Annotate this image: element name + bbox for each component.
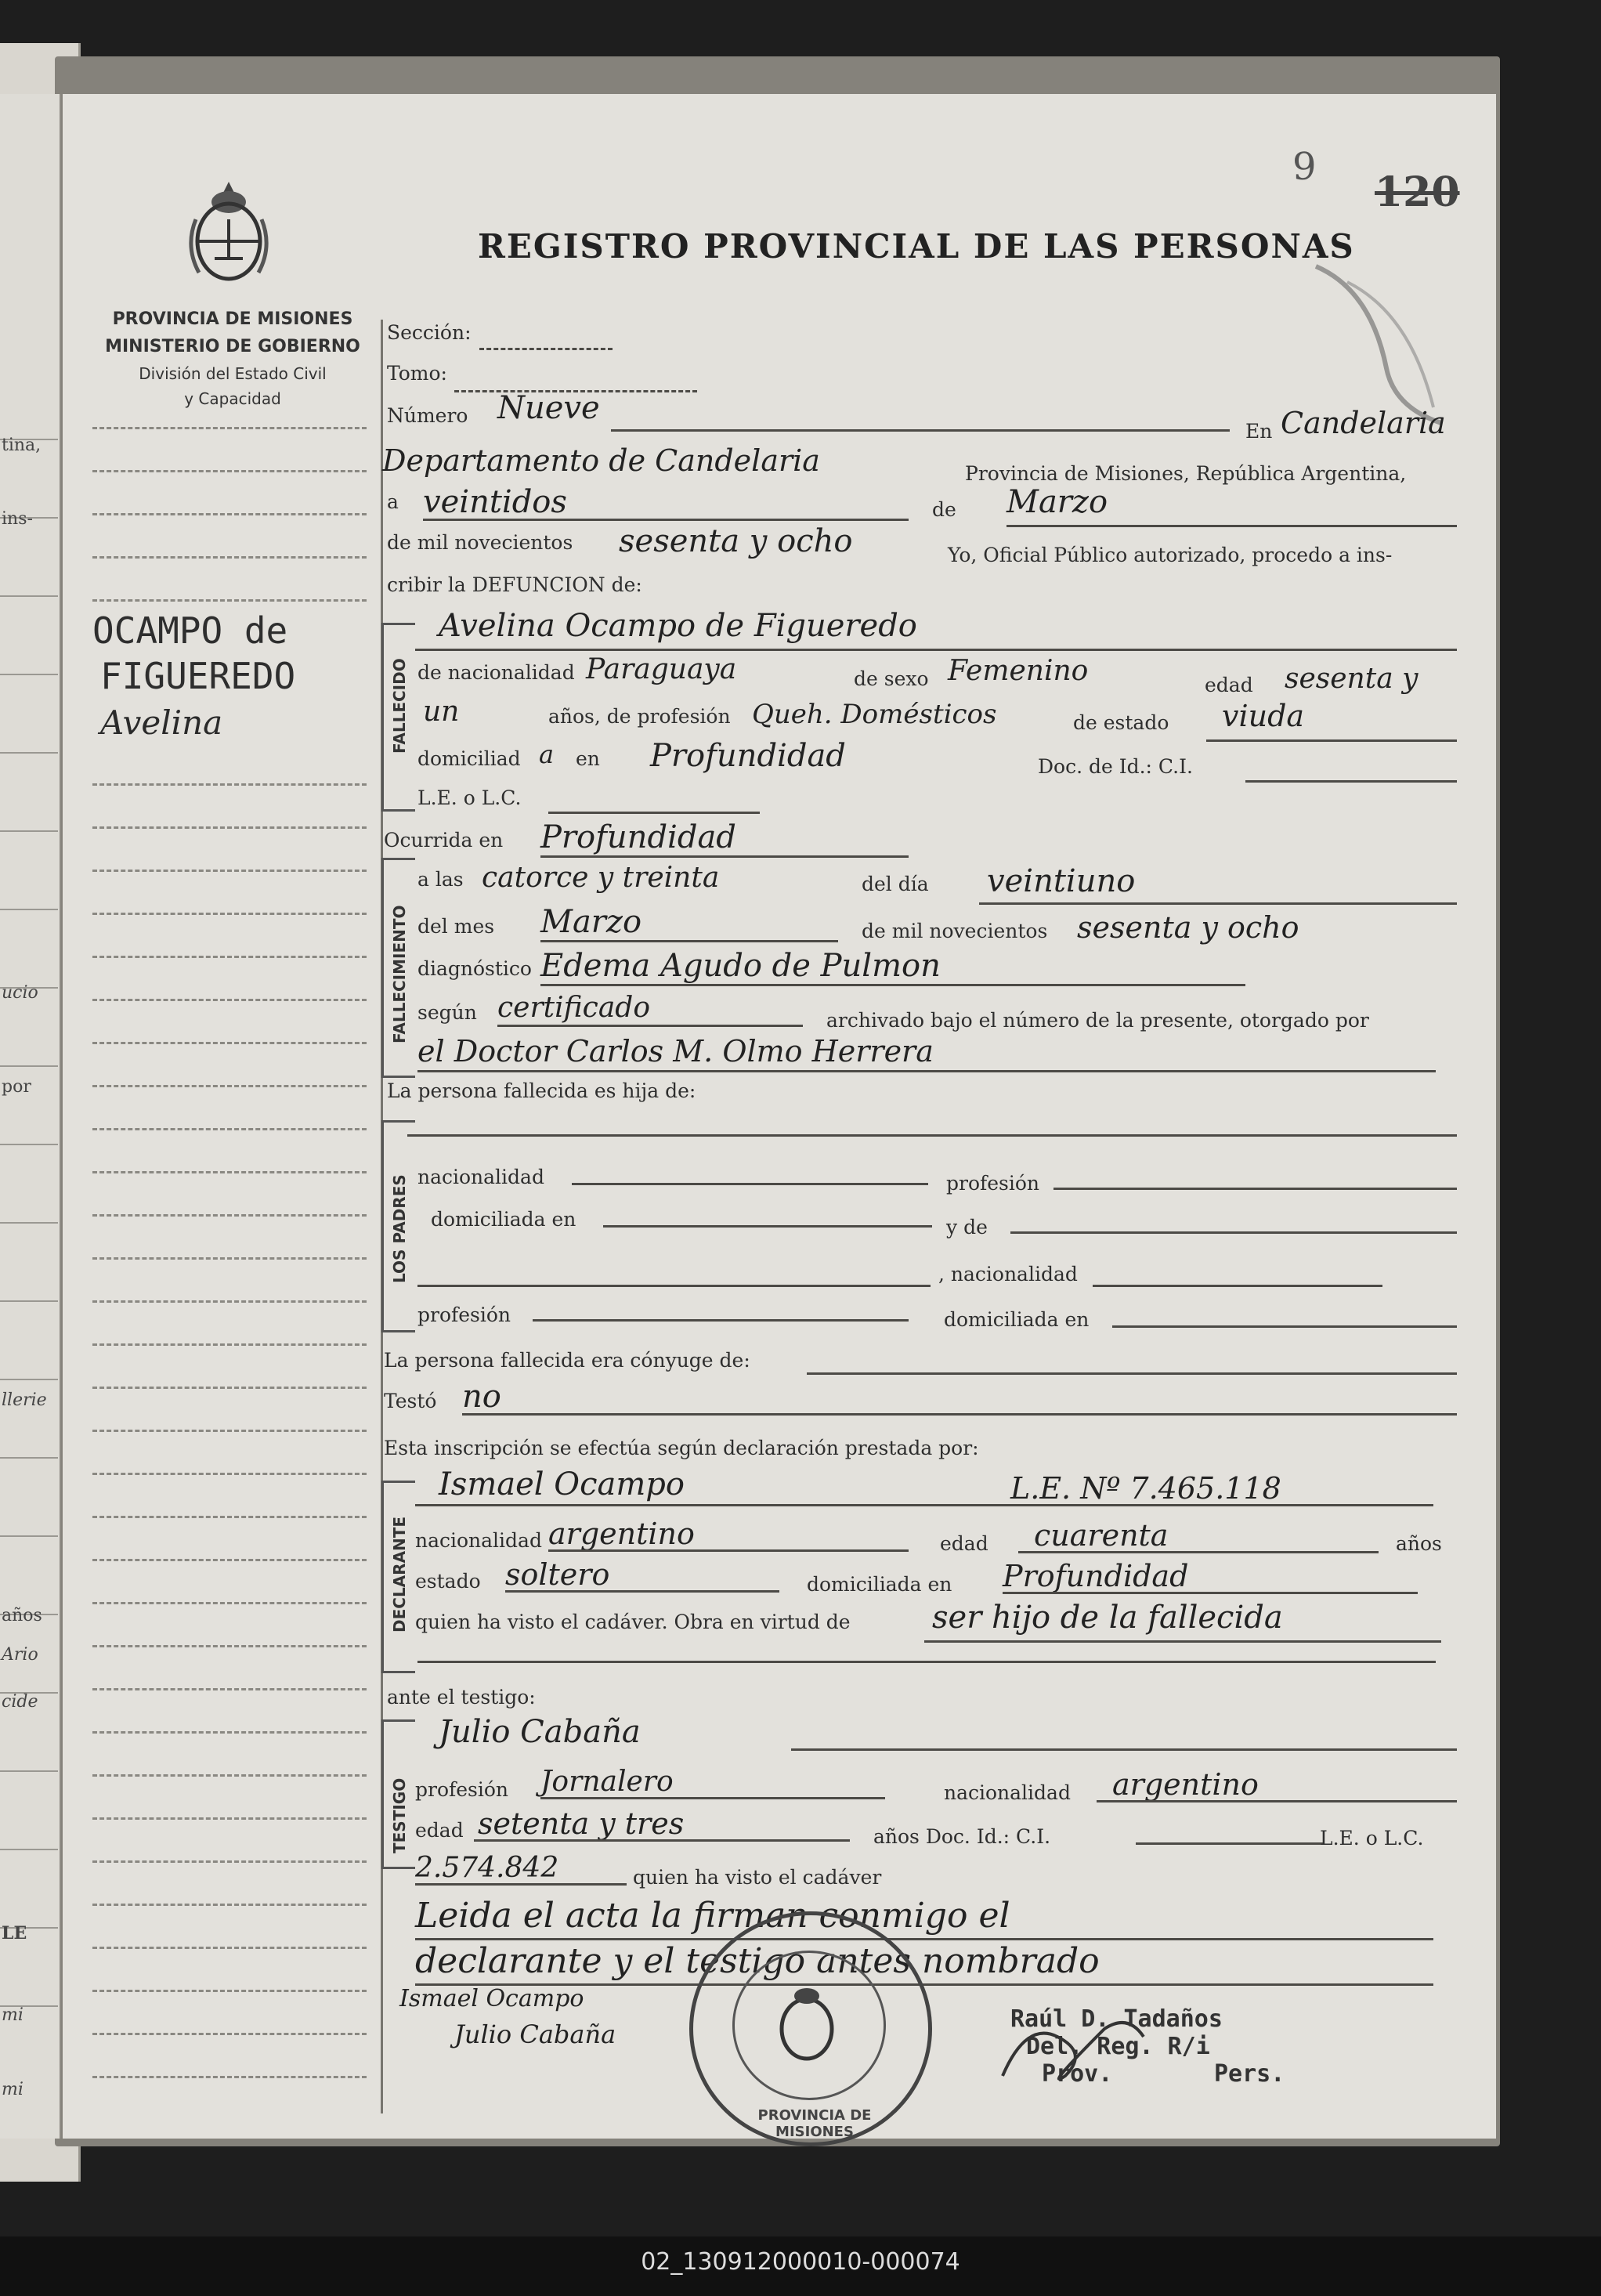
- declarante-edad-label: edad: [940, 1532, 988, 1555]
- registrar-office: Del. Reg. R/i: [1026, 2033, 1210, 2060]
- margin-surname-2: FIGUEREDO: [100, 655, 296, 697]
- section-declarante: DECLARANTE: [390, 1516, 409, 1633]
- de-label: de: [932, 498, 956, 521]
- anos-profesion-label: años, de profesión: [548, 705, 731, 728]
- domiciliado-genero: a: [539, 739, 555, 769]
- crossed-folio-number: 120: [1375, 168, 1460, 216]
- departamento-value: Departamento de Candelaria: [382, 443, 820, 478]
- page-title: REGISTRO PROVINCIAL DE LAS PERSONAS: [478, 227, 1355, 266]
- fallecimiento-certificado: certificado: [497, 992, 651, 1024]
- declarante-nacionalidad-label: nacionalidad: [415, 1529, 542, 1552]
- lectura-line-2: declarante y el testigo antes nombrado: [415, 1941, 1100, 1981]
- fallecido-estado: viuda: [1222, 699, 1305, 733]
- declarante-nombre: Ismael Ocampo: [439, 1466, 685, 1502]
- office-division: División del Estado Civil: [139, 364, 327, 383]
- a-label: a: [387, 490, 399, 513]
- numero-label: Número: [387, 404, 468, 427]
- firma-testigo: Julio Cabaña: [454, 2019, 616, 2049]
- tomo-label: Tomo:: [387, 362, 447, 385]
- section-fallecimiento: FALLECIMIENTO: [390, 905, 409, 1043]
- defuncion-label: cribir la DEFUNCION de:: [387, 573, 642, 596]
- edad-label: edad: [1205, 674, 1253, 696]
- declarante-quien-label: quien ha visto el cadáver. Obra en virtud de: [415, 1611, 851, 1633]
- domiciliado-label: domiciliad: [417, 747, 521, 770]
- conyuge-label: La persona fallecida era cónyuge de:: [384, 1349, 750, 1372]
- ocurrida-value: Profundidad: [540, 819, 736, 855]
- prev-page-text: ucio: [2, 983, 38, 1003]
- fallecimiento-anio: sesenta y ocho: [1077, 910, 1299, 945]
- fallecido-profesion: Queh. Domésticos: [752, 699, 997, 730]
- declarante-domicilio-label: domiciliada en: [807, 1573, 952, 1596]
- office-division-2: y Capacidad: [184, 389, 281, 408]
- fallecido-nacionalidad: Paraguaya: [586, 653, 737, 685]
- declarante-nacionalidad: argentino: [548, 1517, 695, 1551]
- signature-scribble-icon: [995, 2005, 1151, 2092]
- a-las-label: a las: [417, 868, 464, 891]
- registrar-name: Raúl D. Tadaños: [1010, 2005, 1223, 2033]
- numero-value: Nueve: [497, 390, 600, 426]
- en-value: Candelaria: [1281, 406, 1446, 440]
- testo-label: Testó: [384, 1390, 437, 1412]
- y-de-label: y de: [946, 1216, 988, 1238]
- fallecimiento-diagnostico: Edema Agudo de Pulmon: [540, 948, 941, 984]
- prev-page-text: por: [2, 1077, 31, 1097]
- testigo-nombre: Julio Cabaña: [439, 1714, 641, 1750]
- fallecido-domicilio: Profundidad: [650, 738, 846, 774]
- padre-profesion-label: profesión: [946, 1172, 1040, 1195]
- testigo-profesion-label: profesión: [415, 1778, 509, 1801]
- fallecimiento-hora: catorce y treinta: [482, 862, 720, 894]
- hija-de-label: La persona fallecida es hija de:: [387, 1079, 696, 1102]
- section-los-padres: LOS PADRES: [390, 1174, 409, 1283]
- previous-page-edge: [0, 94, 61, 2139]
- seal-crest-icon: [772, 1982, 842, 2068]
- testigo-le-label: L.E. o L.C.: [1320, 1827, 1424, 1849]
- fallecimiento-doctor: el Doctor Carlos M. Olmo Herrera: [417, 1034, 934, 1068]
- oficial-publico-text: Yo, Oficial Público autorizado, procedo a ins-: [948, 544, 1393, 566]
- diagnostico-label: diagnóstico: [417, 957, 532, 980]
- ocurrida-label: Ocurrida en: [384, 829, 504, 852]
- estado-label: de estado: [1073, 711, 1169, 734]
- fallecido-nombre: Avelina Ocampo de Figueredo: [439, 608, 917, 644]
- testigo-edad: setenta y tres: [478, 1806, 685, 1841]
- fallecimiento-dia: veintiuno: [987, 863, 1136, 899]
- registrar-pers: Pers.: [1213, 2060, 1285, 2088]
- prev-page-text: mi: [2, 2080, 23, 2099]
- madre-domicilio-label: domiciliada en: [944, 1308, 1090, 1331]
- del-dia-label: del día: [862, 873, 929, 895]
- testigo-quien-label: quien ha visto el cadáver: [633, 1866, 882, 1889]
- sexo-label: de sexo: [854, 667, 929, 690]
- fallecido-edad-cont: un: [423, 696, 460, 728]
- doc-id-label: Doc. de Id.: C.I.: [1038, 755, 1193, 778]
- office-province: PROVINCIA DE MISIONES: [112, 309, 353, 329]
- prev-page-text: cide: [2, 1692, 38, 1712]
- segun-label: según: [417, 1001, 477, 1024]
- prev-page-text: tina,: [2, 436, 42, 455]
- del-mes-label: del mes: [417, 915, 495, 938]
- coat-of-arms-icon: [182, 172, 276, 290]
- declarante-edad: cuarenta: [1034, 1518, 1169, 1553]
- nacionalidad-label: de nacionalidad: [417, 661, 575, 684]
- declarante-virtud: ser hijo de la fallecida: [932, 1600, 1283, 1636]
- seal-text: PROVINCIA DE MISIONES: [757, 2107, 872, 2140]
- inscripcion-label: Esta inscripción se efectúa según declaración prestada por:: [384, 1437, 979, 1459]
- provincia-label: Provincia de Misiones, República Argentina,: [965, 462, 1407, 485]
- prev-page-text: llerie: [2, 1390, 47, 1410]
- prev-page-text: ins-: [2, 509, 33, 529]
- mes-inscripcion-value: Marzo: [1006, 484, 1108, 520]
- fallecido-edad: sesenta y: [1285, 663, 1418, 695]
- le-lc-label: L.E. o L.C.: [417, 786, 522, 809]
- declarante-anos-label: años: [1396, 1532, 1442, 1555]
- testigo-profesion: Jornalero: [540, 1766, 674, 1798]
- declarante-estado-label: estado: [415, 1570, 481, 1593]
- section-fallecido: FALLECIDO: [390, 658, 409, 754]
- anio-inscripcion-value: sesenta y ocho: [619, 523, 853, 559]
- prev-page-text: años: [2, 1606, 42, 1625]
- testo-value: no: [462, 1379, 501, 1415]
- declarante-estado: soltero: [505, 1557, 610, 1592]
- en-label: En: [1245, 420, 1273, 443]
- declarante-documento: L.E. Nº 7.465.118: [1010, 1471, 1281, 1506]
- madre-profesion-label: profesión: [417, 1303, 511, 1326]
- testigo-edad-label: edad: [415, 1819, 464, 1842]
- padre-domicilio-label: domiciliada en: [431, 1208, 576, 1231]
- section-testigo: TESTIGO: [390, 1777, 409, 1853]
- madre-nacionalidad-label: , nacionalidad: [938, 1263, 1078, 1285]
- lectura-line-1: Leida el acta la firman conmigo el: [415, 1896, 1010, 1936]
- de-mil-label: de mil novecientos: [862, 920, 1048, 942]
- seccion-label: Sección:: [387, 321, 472, 344]
- image-caption: 02_130912000010-000074: [641, 2248, 960, 2276]
- registrar-prov: Prov.: [1042, 2060, 1113, 2088]
- declarante-domicilio: Profundidad: [1003, 1559, 1189, 1593]
- fallecido-sexo: Femenino: [948, 655, 1089, 687]
- testigo-nacionalidad-label: nacionalidad: [944, 1781, 1071, 1804]
- prev-page-text: mi: [2, 2005, 23, 2025]
- dia-inscripcion-value: veintidos: [423, 484, 567, 520]
- de-mil-novecientos-label: de mil novecientos: [387, 531, 573, 554]
- testigo-nacionalidad: argentino: [1112, 1767, 1259, 1802]
- folio-number: 9: [1292, 145, 1317, 189]
- padre-nacionalidad-label: nacionalidad: [417, 1166, 544, 1188]
- en-domicilio-label: en: [576, 747, 600, 770]
- prev-page-text: Ario: [2, 1645, 38, 1665]
- firma-declarante: Ismael Ocampo: [399, 1985, 584, 2012]
- margin-given-name: Avelina: [100, 703, 223, 742]
- archivado-text: archivado bajo el número de la presente, otorgado por: [826, 1009, 1369, 1032]
- prev-page-text: LE: [2, 1923, 27, 1943]
- fallecimiento-mes: Marzo: [540, 904, 642, 940]
- testigo-documento: 2.574.842: [415, 1852, 559, 1884]
- testigo-doc-label: años Doc. Id.: C.I.: [873, 1825, 1051, 1848]
- margin-surname: OCAMPO de: [92, 609, 288, 652]
- office-ministry: MINISTERIO DE GOBIERNO: [105, 337, 360, 356]
- ante-testigo-label: ante el testigo:: [387, 1686, 536, 1708]
